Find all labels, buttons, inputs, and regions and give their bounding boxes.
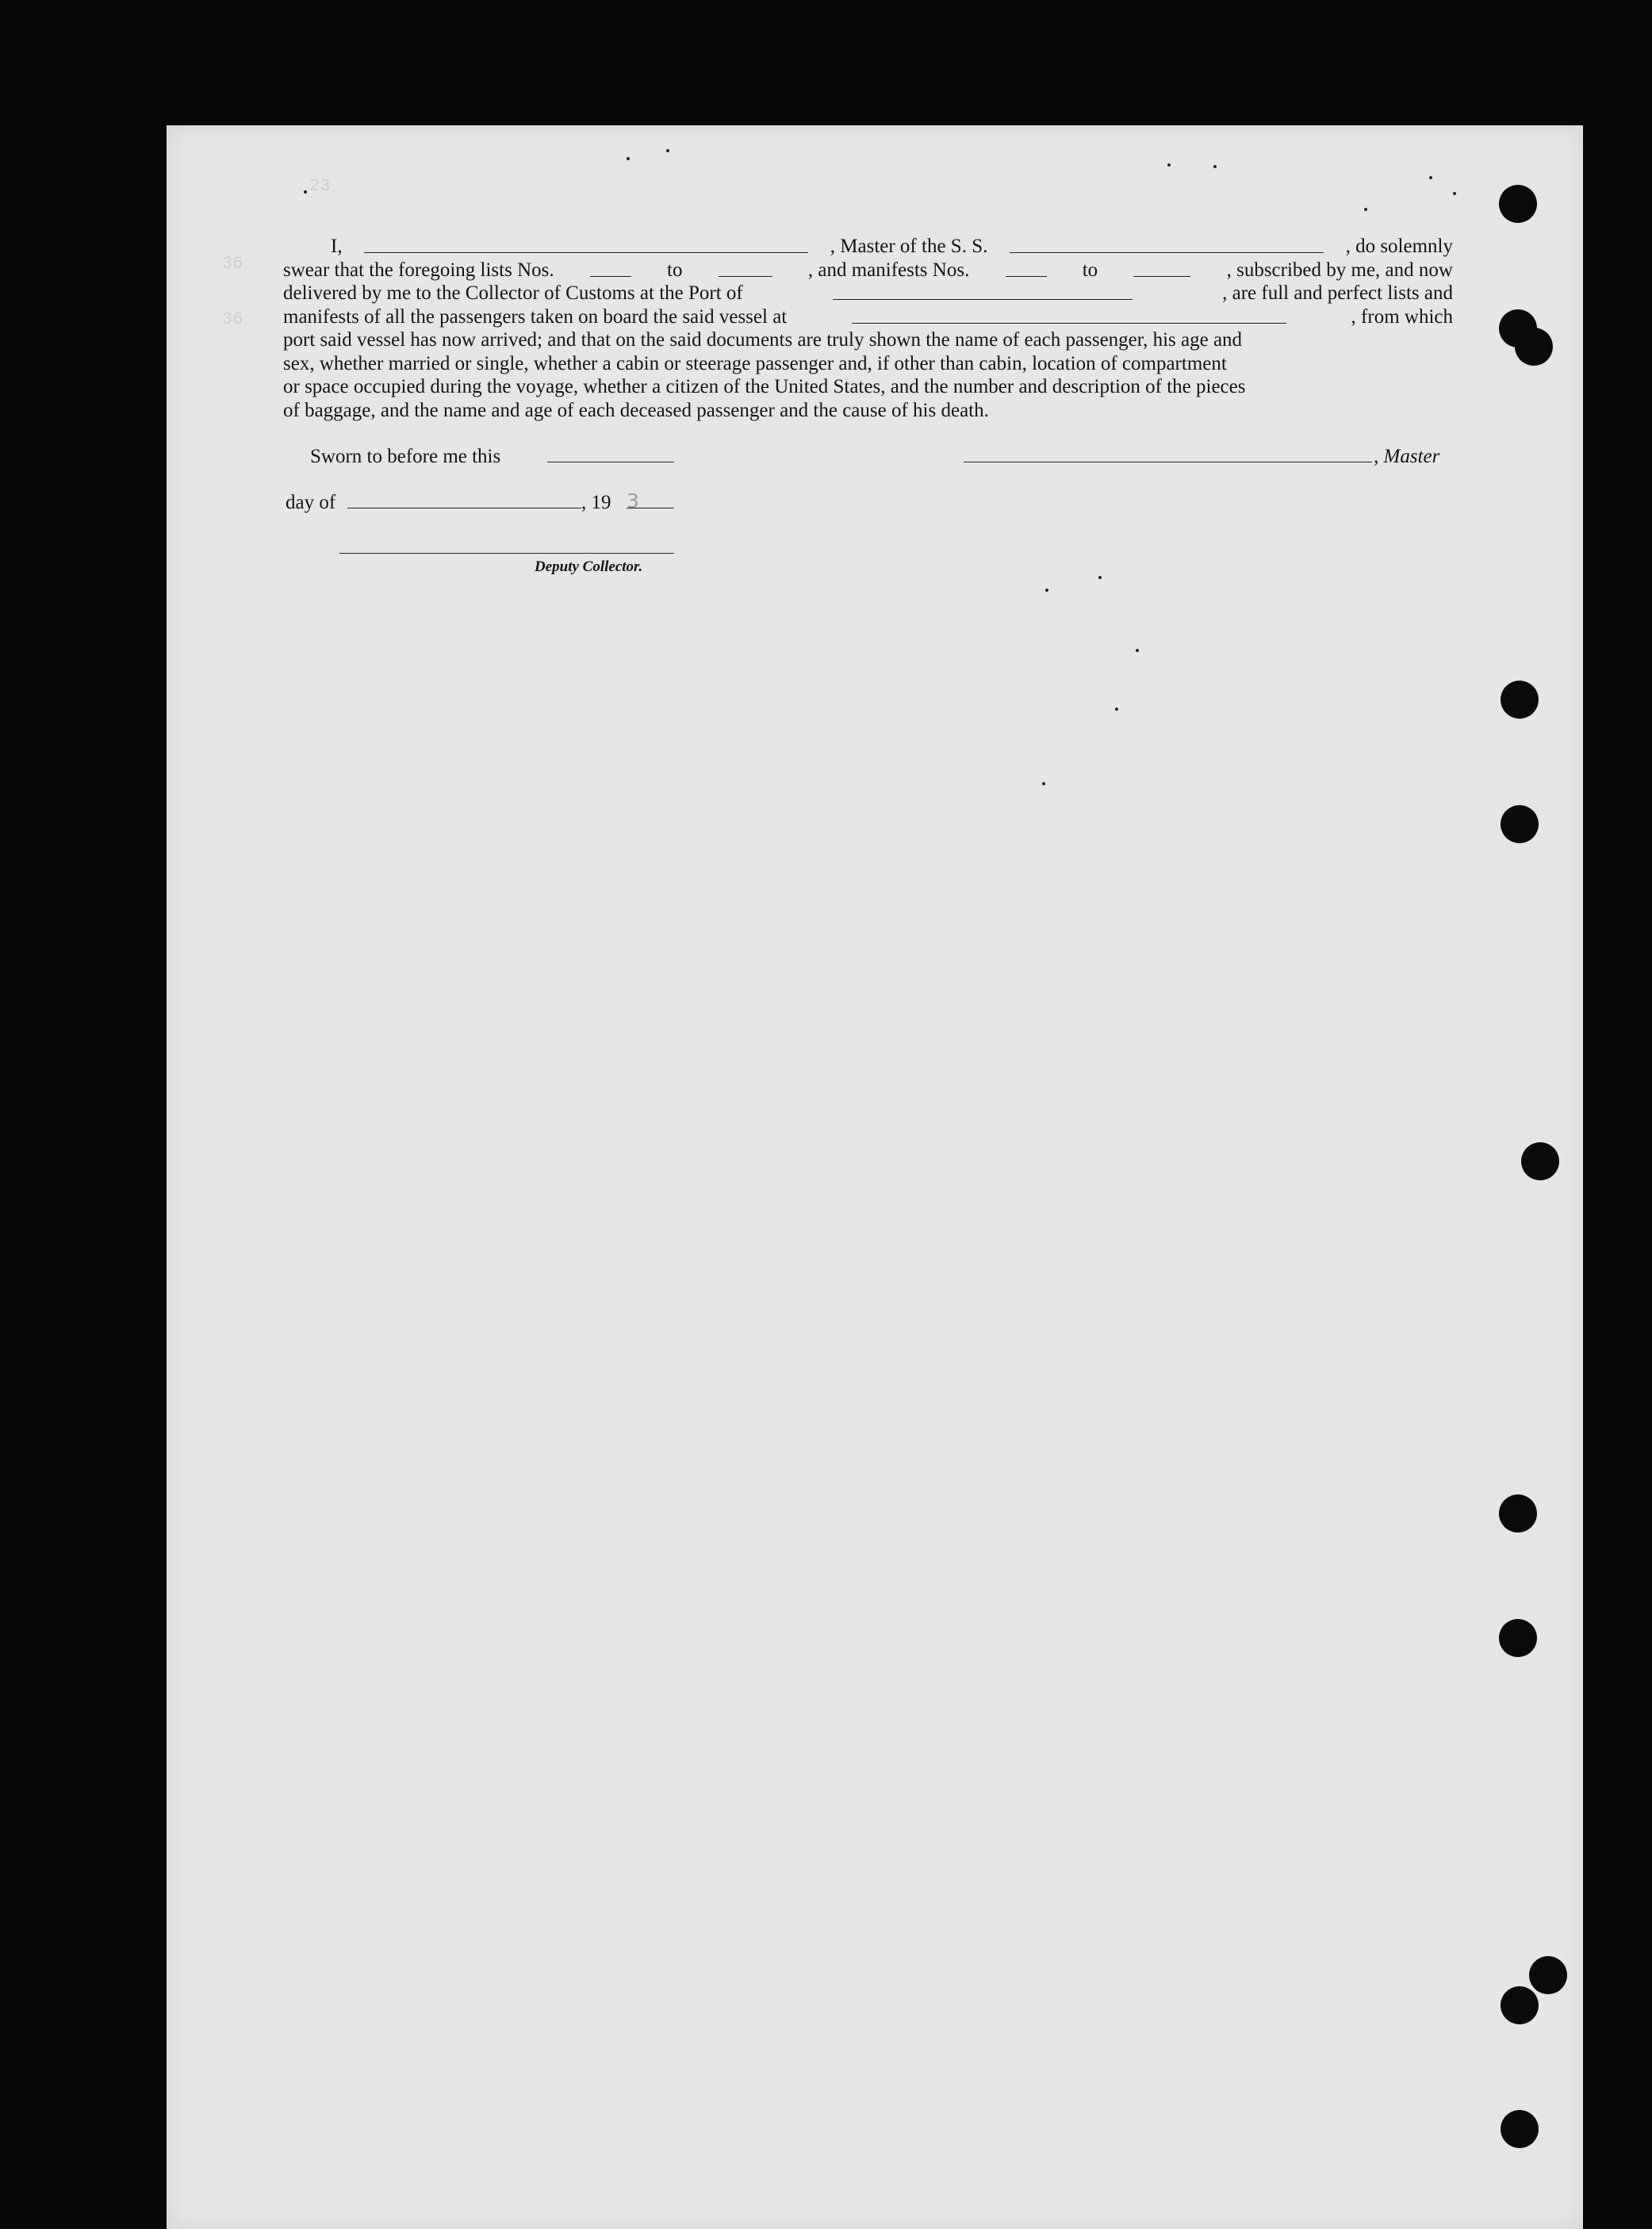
port-blank[interactable] — [833, 282, 1133, 300]
oath-line-2: swear that the foregoing lists Nos. to , and manifests Nos. to , subscribed by me, and now — [283, 259, 1453, 281]
punch-hole — [1499, 185, 1537, 223]
punch-hole — [1499, 1494, 1537, 1533]
margin-mark: 36 — [222, 254, 243, 274]
manifest-to-blank[interactable] — [1133, 259, 1190, 277]
punch-hole — [1515, 328, 1553, 366]
punch-hole — [1501, 681, 1539, 719]
sworn-label: Sworn to before me this — [310, 446, 501, 467]
oath-line-4: manifests of all the passengers taken on board the said vessel at , from which — [283, 305, 1453, 328]
oath-line-5: port said vessel has now arrived; and that on the said documents are truly shown the name of each passenger, his age and — [283, 329, 1243, 351]
punch-hole — [1501, 1986, 1539, 2024]
manifest-from-blank[interactable] — [1006, 259, 1047, 277]
list-from-blank[interactable] — [590, 259, 631, 277]
oath-line-3: delivered by me to the Collector of Customs at the Port of , are full and perfect lists and — [283, 282, 1453, 304]
document-page — [167, 125, 1583, 2229]
punch-hole — [1499, 1619, 1537, 1657]
punch-hole — [1501, 805, 1539, 843]
punch-hole — [1521, 1142, 1559, 1180]
punch-hole — [1529, 1956, 1567, 1994]
oath-line-1: I, , Master of the S. S. , do solemnly — [331, 236, 1453, 257]
oath-line-8: of baggage, and the name and age of each deceased passenger and the cause of his death. — [283, 399, 989, 421]
year-handwritten: 3 — [627, 489, 639, 512]
margin-mark: 36 — [222, 309, 243, 329]
oath-paragraph — [283, 235, 1453, 422]
embarkation-port-blank[interactable] — [852, 305, 1286, 324]
margin-mark: 23 — [309, 176, 331, 196]
day-of-label: day of — [286, 492, 336, 513]
year-label: , 19 — [581, 492, 611, 513]
oath-line-6: sex, whether married or single, whether a cabin or steerage passenger and, if other than cabin, location of compartment — [283, 352, 1227, 374]
punch-hole — [1501, 2110, 1539, 2148]
master-name-blank[interactable] — [364, 235, 808, 253]
oath-line-7: or space occupied during the voyage, whether a citizen of the United States, and the number and description of the pieces — [283, 376, 1246, 397]
ship-name-blank[interactable] — [1010, 235, 1324, 253]
list-to-blank[interactable] — [719, 259, 772, 277]
deputy-collector-label: Deputy Collector. — [535, 558, 643, 575]
master-label: , Master — [1374, 446, 1440, 467]
deputy-signature-blank[interactable] — [339, 553, 674, 554]
